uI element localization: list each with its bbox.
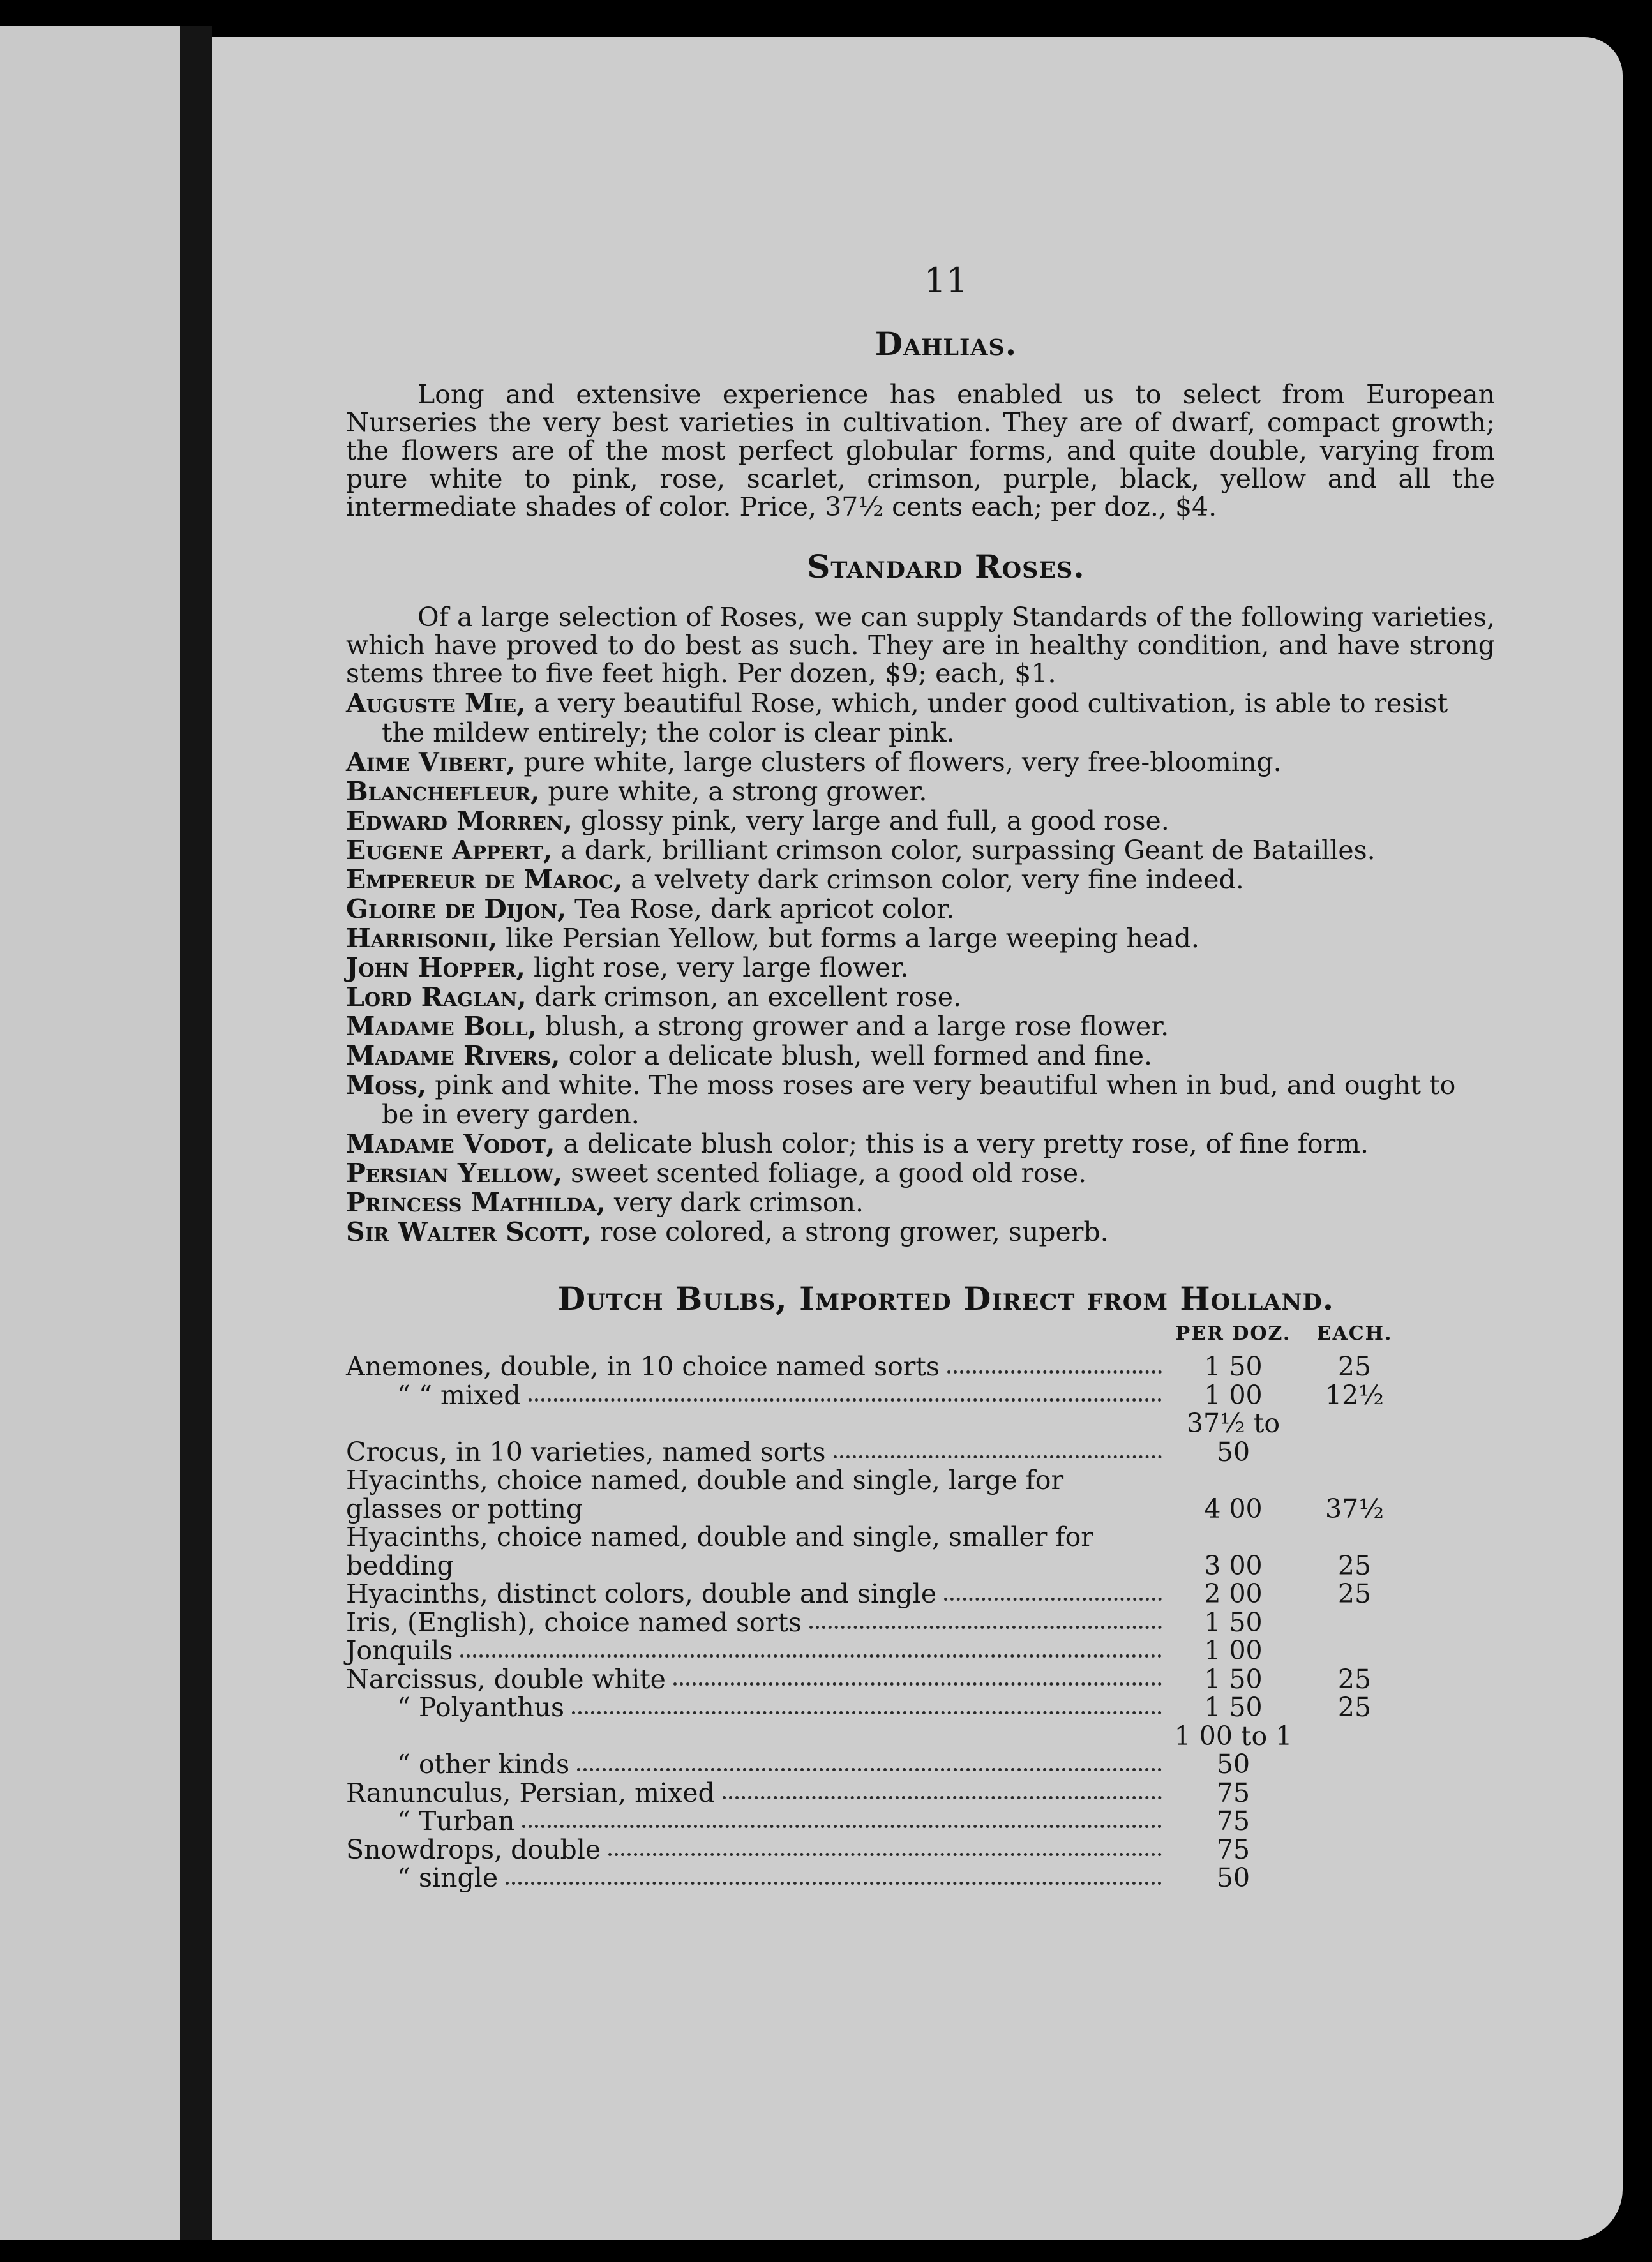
bulb-item: Jonquils — [346, 1635, 453, 1666]
dot-leader — [608, 1853, 1162, 1856]
item-column-header — [346, 1322, 1169, 1352]
each-price — [1297, 1722, 1412, 1779]
table-row — [346, 1352, 1412, 1381]
rose-name: Madame Rivers, — [346, 1040, 560, 1071]
table-row — [346, 1409, 1412, 1466]
rose-name: Auguste Mie, — [346, 688, 526, 719]
rose-name: Blanchefleur, — [346, 776, 540, 807]
each-price — [1297, 1608, 1412, 1637]
list-item — [346, 1158, 1495, 1188]
rose-description: very dark crimson. — [605, 1187, 864, 1218]
each-price — [1297, 1807, 1412, 1836]
rose-name: Persian Yellow, — [346, 1158, 563, 1188]
per-doz-price: 1 00 — [1204, 1635, 1263, 1666]
per-doz-price: 1 50 — [1204, 1607, 1263, 1638]
bulb-item: Narcissus, double white — [346, 1663, 666, 1695]
dutch-bulbs-heading: Dutch Bulbs, Imported Direct from Holland. — [557, 1280, 1335, 1317]
dot-leader — [809, 1626, 1162, 1629]
per-doz-price: 4 00 — [1204, 1493, 1263, 1524]
rose-name: Madame Boll, — [346, 1011, 537, 1042]
standard-roses-intro: Of a large selection of Roses, we can supply Standards of the following varieties, which have proved to do best as such. They are in healthy condition, and have strong stems three to five feet high. Per dozen, $9; each, $1. — [346, 602, 1495, 689]
dot-leader — [577, 1768, 1162, 1771]
rose-name: Harrisonii, — [346, 923, 498, 954]
rose-name: Lord Raglan, — [346, 982, 527, 1012]
page-number: 11 — [924, 260, 968, 301]
bulb-item: “ other kinds — [397, 1749, 570, 1779]
list-item — [346, 806, 1495, 835]
table-row — [346, 1807, 1412, 1836]
per-doz-price: 75 — [1216, 1806, 1250, 1836]
rose-name: Sir Walter Scott, — [346, 1217, 592, 1247]
rose-name: Aime Vibert, — [346, 747, 516, 777]
each-price — [1297, 1864, 1412, 1892]
rose-description: a dark, brilliant crimson color, surpassing Geant de Batailles. — [552, 835, 1376, 865]
rose-description: Tea Rose, dark apricot color. — [566, 894, 955, 924]
rose-description: rose colored, a strong grower, superb. — [591, 1217, 1109, 1247]
rose-name: Moss, — [346, 1070, 427, 1100]
rose-description: color a delicate blush, well formed and fine. — [560, 1040, 1153, 1071]
each-price: 25 — [1337, 1692, 1372, 1723]
dot-leader — [723, 1796, 1162, 1799]
per-doz-price: 1 50 — [1204, 1351, 1263, 1382]
dot-leader — [673, 1682, 1162, 1686]
per-doz-price: 37½ to 50 — [1186, 1408, 1280, 1467]
list-item — [346, 747, 1495, 777]
list-item — [346, 835, 1495, 865]
per-doz-price: 75 — [1216, 1777, 1250, 1808]
bulb-item: “ “ mixed — [397, 1379, 521, 1411]
each-price: 25 — [1337, 1578, 1372, 1609]
rose-name: John Hopper, — [346, 952, 525, 983]
table-header-row — [346, 1322, 1412, 1352]
rose-description: like Persian Yellow, but forms a large weeping head. — [497, 923, 1199, 954]
table-row — [346, 1381, 1412, 1410]
standard-roses-section — [346, 548, 1495, 1247]
rose-description: a very beautiful Rose, which, under good cultivation, is able to resist the mildew entirely; the color is clear pink. — [382, 688, 1448, 748]
table-row — [346, 1864, 1412, 1892]
rose-description: sweet scented foliage, a good old rose. — [562, 1158, 1087, 1188]
dahlias-heading: Dahlias. — [875, 325, 1017, 363]
dutch-bulbs-section — [346, 1280, 1495, 1892]
table-row — [346, 1665, 1412, 1694]
rose-name: Empereur de Maroc, — [346, 864, 623, 895]
dot-leader — [834, 1455, 1162, 1458]
dahlias-description: Long and extensive experience has enabled us to select from European Nurseries the very best varieties in cultivation. They are of dwarf, compact growth; the flowers are of the most perfect globular forms, and quite double, varying from pure white to pink, rose, scarlet, crimson, purple, black, yellow and all the intermediate shades of color. Price, 37½ cents each; per doz., $4. — [346, 379, 1495, 522]
catalog-page — [212, 37, 1623, 2240]
rose-name: Princess Mathilda, — [346, 1187, 606, 1218]
bulb-item: Iris, (English), choice named sorts — [346, 1607, 802, 1638]
bulb-item: “ single — [397, 1862, 499, 1893]
table-row — [346, 1608, 1412, 1637]
per-doz-column-header: PER DOZ. — [1175, 1322, 1291, 1345]
list-item — [346, 689, 1495, 747]
each-price — [1297, 1637, 1412, 1665]
table-row — [346, 1466, 1412, 1523]
list-item — [346, 865, 1495, 894]
rose-description: dark crimson, an excellent rose. — [526, 982, 962, 1012]
per-doz-price: 2 00 — [1204, 1578, 1263, 1609]
table-row — [346, 1693, 1412, 1722]
table-row — [346, 1779, 1412, 1808]
rose-description: pink and white. The moss roses are very beautiful when in bud, and ought to be in every garden. — [382, 1070, 1456, 1130]
per-doz-price: 1 00 — [1204, 1379, 1263, 1411]
rose-description: blush, a strong grower and a large rose flower. — [536, 1011, 1169, 1042]
each-price — [1297, 1836, 1412, 1864]
rose-name: Madame Vodot, — [346, 1128, 555, 1159]
list-item — [346, 1217, 1495, 1247]
each-price: 25 — [1337, 1550, 1372, 1581]
per-doz-price: 1 00 to 1 50 — [1174, 1720, 1293, 1779]
per-doz-price: 1 50 — [1204, 1663, 1263, 1695]
list-item — [346, 777, 1495, 806]
list-item — [346, 1070, 1495, 1129]
dot-leader — [944, 1598, 1162, 1601]
per-doz-price: 50 — [1216, 1862, 1250, 1893]
bulb-item: Hyacinths, choice named, double and single, large for glasses or potting — [346, 1465, 1064, 1524]
each-price: 25 — [1337, 1663, 1372, 1695]
bulb-price-table — [346, 1322, 1412, 1892]
bulb-item: Crocus, in 10 varieties, named sorts — [346, 1436, 826, 1467]
dot-leader — [460, 1654, 1162, 1658]
table-row — [346, 1580, 1412, 1608]
dot-leader — [572, 1711, 1162, 1714]
per-doz-price: 1 50 — [1204, 1692, 1263, 1723]
dot-leader — [947, 1370, 1162, 1374]
rose-description: a velvety dark crimson color, very fine indeed. — [622, 864, 1244, 895]
rose-description: a delicate blush color; this is a very pretty rose, of fine form. — [555, 1128, 1369, 1159]
per-doz-price: 3 00 — [1204, 1550, 1263, 1581]
list-item — [346, 982, 1495, 1012]
each-price: 12½ — [1325, 1379, 1384, 1411]
rose-description: pure white, a strong grower. — [539, 776, 927, 807]
rose-name: Gloire de Dijon, — [346, 894, 567, 924]
each-price — [1297, 1409, 1412, 1466]
list-item — [346, 924, 1495, 953]
rose-description: light rose, very large flower. — [525, 952, 909, 983]
adjacent-page-edge — [0, 26, 180, 2240]
rose-name: Edward Morren, — [346, 805, 573, 836]
list-item — [346, 1188, 1495, 1217]
rose-varieties-list — [346, 689, 1495, 1247]
dot-leader — [506, 1882, 1162, 1885]
table-row — [346, 1637, 1412, 1665]
bulb-item: “ Turban — [397, 1806, 515, 1836]
list-item — [346, 1129, 1495, 1158]
table-row — [346, 1523, 1412, 1580]
each-price — [1297, 1779, 1412, 1808]
dot-leader — [522, 1825, 1162, 1828]
page-content — [346, 260, 1495, 1892]
book-spine — [180, 26, 212, 2240]
rose-name: Eugene Appert, — [346, 835, 553, 865]
each-price: 37½ — [1325, 1493, 1384, 1524]
rose-description: glossy pink, very large and full, a good rose. — [572, 805, 1169, 836]
dot-leader — [529, 1398, 1162, 1402]
list-item — [346, 1041, 1495, 1070]
bulb-item: Snowdrops, double — [346, 1834, 601, 1865]
per-doz-price: 75 — [1216, 1834, 1250, 1865]
table-row — [346, 1722, 1412, 1779]
bulb-item: Hyacinths, distinct colors, double and single — [346, 1578, 937, 1609]
standard-roses-heading: Standard Roses. — [807, 548, 1085, 585]
table-row — [346, 1836, 1412, 1864]
dahlias-section — [346, 325, 1495, 521]
list-item — [346, 1012, 1495, 1041]
list-item — [346, 953, 1495, 982]
bulb-item: Ranunculus, Persian, mixed — [346, 1777, 715, 1808]
list-item — [346, 894, 1495, 924]
each-price: 25 — [1337, 1351, 1372, 1382]
bulb-item: Anemones, double, in 10 choice named sorts — [346, 1351, 940, 1382]
each-column-header: EACH. — [1316, 1322, 1393, 1345]
bulb-item: Hyacinths, choice named, double and single, smaller for bedding — [346, 1522, 1093, 1581]
rose-description: pure white, large clusters of flowers, very free-blooming. — [515, 747, 1282, 777]
bulb-item: “ Polyanthus — [397, 1692, 565, 1723]
